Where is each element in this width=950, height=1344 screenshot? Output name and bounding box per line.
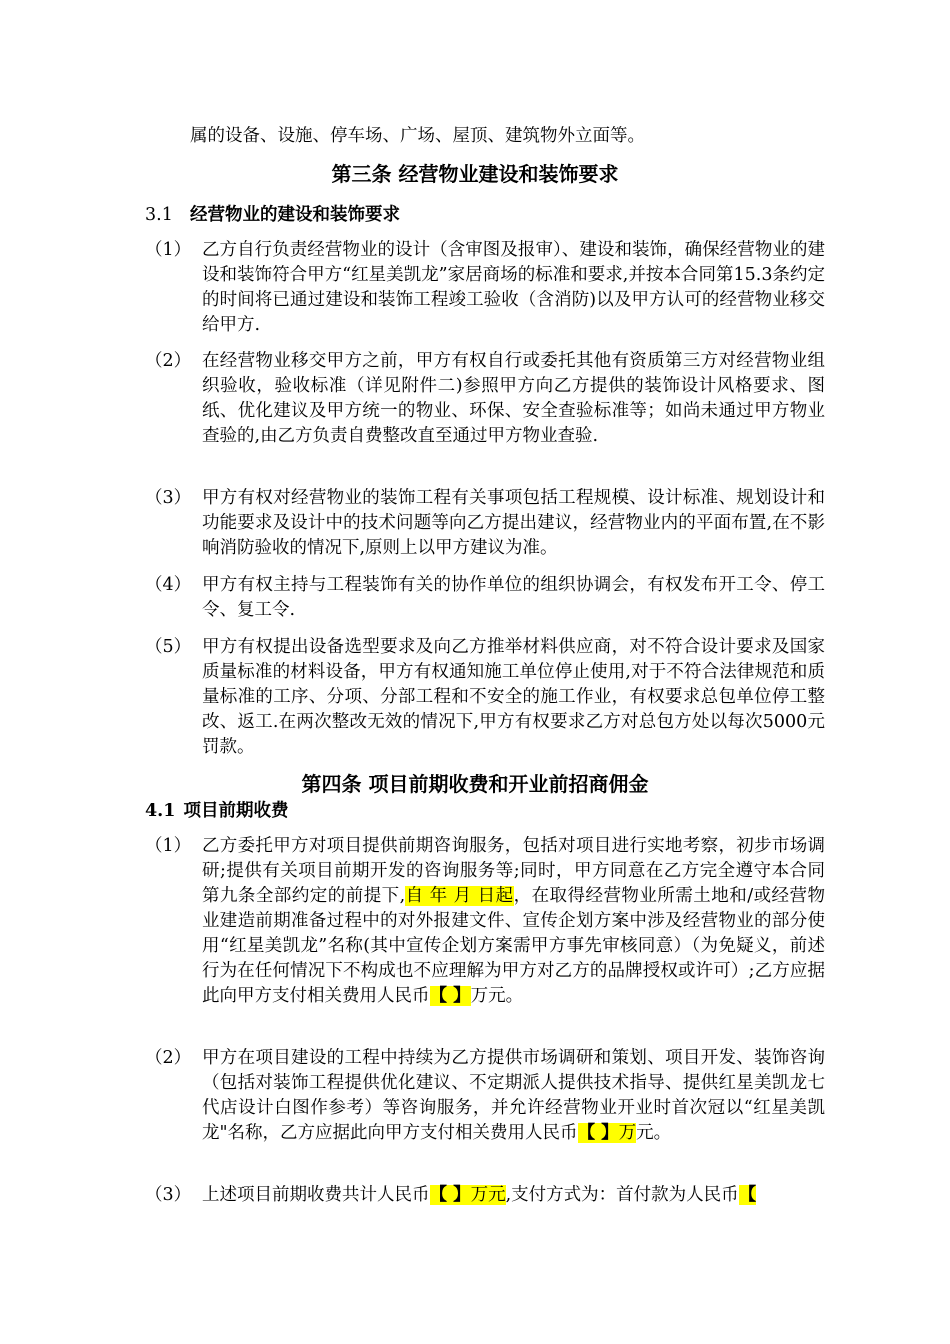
clause-4-1-2 [145,1046,825,1146]
clause-text [202,1183,825,1208]
section-4-1-heading [145,799,288,824]
clause-text: 甲方有权提出设备选型要求及向乙方推举材料供应商，对不符合设计要求及国家质量标准的材料设备，甲方有权通知施工单位停止使用,对于不符合法律规范和质量标准的工序、分项、分部工程和不安全的施工作业，有权要求总包单位停工整改、返工.在两次整改无效的情况下,甲方有权要求乙方对总包方处以每次5000元罚款。 [202,637,825,757]
clause-text-part: ,支付方式为：首付款为人民币 [505,1185,739,1205]
section-title: 经营物业的建设和装饰要求 [190,205,400,225]
clause-number: （3） [145,1185,192,1205]
highlighted-unit: 万 [618,1123,637,1143]
clause-3-1-2 [145,349,825,449]
clause-number: （2） [145,1048,192,1068]
clause-text-part: ，在取得经营物业所需土地和/或经营物业建造前期准备过程中的对外报建文件、宣传企划方案中涉及经营物业的部分使用“红星美凯龙”名称(其中宣传企划方案需甲方事先审核同意）（为免疑义，前述行为在任何情况下不构成也不应理解为甲方对乙方的品牌授权或许可）;乙方应据此向甲方支付相关费用人民币 [202,886,825,1006]
article-4-heading: 第四条 项目前期收费和开业前招商佣金 [301,772,649,796]
section-number: 3.1 [145,205,173,225]
clause-text: 乙方自行负责经营物业的设计（含审图及报审）、建设和装饰，确保经营物业的建设和装饰符合甲方“红星美凯龙”家居商场的标准和要求,并按本合同第15.3条约定的时间将已通过建设和装饰工程竣工验收（含消防)以及甲方认可的经营物业移交给甲方. [202,240,825,335]
clause-number: （5） [145,637,192,657]
clause-text-part: 乙方委托甲方对项目提供前期咨询服务，包括对项目进行实地考察，初步市场调研;提供有关项目前期开发的咨询服务等;同时，甲方同意在乙方完全遵守本合同第九条全部约定的前提下, [202,836,825,906]
clause-text: 甲方有权对经营物业的装饰工程有关事项包括工程规模、设计标准、规划设计和功能要求及设计中的技术问题等向乙方提出建议，经营物业内的平面布置,在不影响消防验收的情况下,原则上以甲方建议为准。 [202,488,825,558]
clause-text-part: 甲方在项目建设的工程中持续为乙方提供市场调研和策划、项目开发、装饰咨询（包括对装饰工程提供优化建议、不定期派人提供技术指导、提供红星美凯龙七代店设计白图作参考）等咨询服务，并允许经营物业开业时首次冠以“红星美凯龙"名称，乙方应据此向甲方支付相关费用人民币 [202,1048,825,1143]
clause-3-1-4 [145,573,825,623]
clause-4-1-3 [145,1183,825,1208]
clause-number: （4） [145,575,192,595]
clause-text: 在经营物业移交甲方之前，甲方有权自行或委托其他有资质第三方对经营物业组织验收，验收标准（详见附件二)参照甲方向乙方提供的装饰设计风格要求、图纸、优化建议及甲方统一的物业、环保、安全查验标准等；如尚未通过甲方物业查验的,由乙方负责自费整改直至通过甲方物业查验. [202,351,825,446]
clause-text-part: 元。 [636,1123,672,1143]
section-3-1-heading [145,203,400,228]
highlighted-amount-blank: 【 】 [577,1123,619,1143]
highlighted-amount-blank: 【 】 [429,1185,471,1205]
clause-number: （3） [145,488,192,508]
clause-3-1-1 [145,238,825,338]
clause-text-part: 万元。 [470,986,524,1006]
section-number: 4.1 [145,801,176,821]
clause-text [202,1046,825,1146]
clause-text: 甲方有权主持与工程装饰有关的协作单位的组织协调会，有权发布开工令、停工令、复工令. [202,575,825,620]
highlighted-unit: 万元 [470,1185,506,1205]
section-title: 项目前期收费 [183,801,289,821]
lead-paragraph: 属的设备、设施、停车场、广场、屋顶、建筑物外立面等。 [190,126,645,146]
clause-number: （2） [145,351,192,371]
article-3-heading: 第三条 经营物业建设和装饰要求 [331,162,619,186]
highlighted-amount-blank: 【 】 [429,986,471,1006]
highlighted-start-date: 自 年 月 日起 [405,886,514,906]
clause-number: （1） [145,836,192,856]
clause-number: （1） [145,240,192,260]
clause-4-1-1 [145,834,825,1009]
clause-text-part: 上述项目前期收费共计人民币 [202,1185,430,1205]
highlighted-bracket: 【 [738,1185,757,1205]
clause-3-1-5 [145,635,825,760]
clause-3-1-3 [145,486,825,561]
clause-text [202,834,825,1009]
